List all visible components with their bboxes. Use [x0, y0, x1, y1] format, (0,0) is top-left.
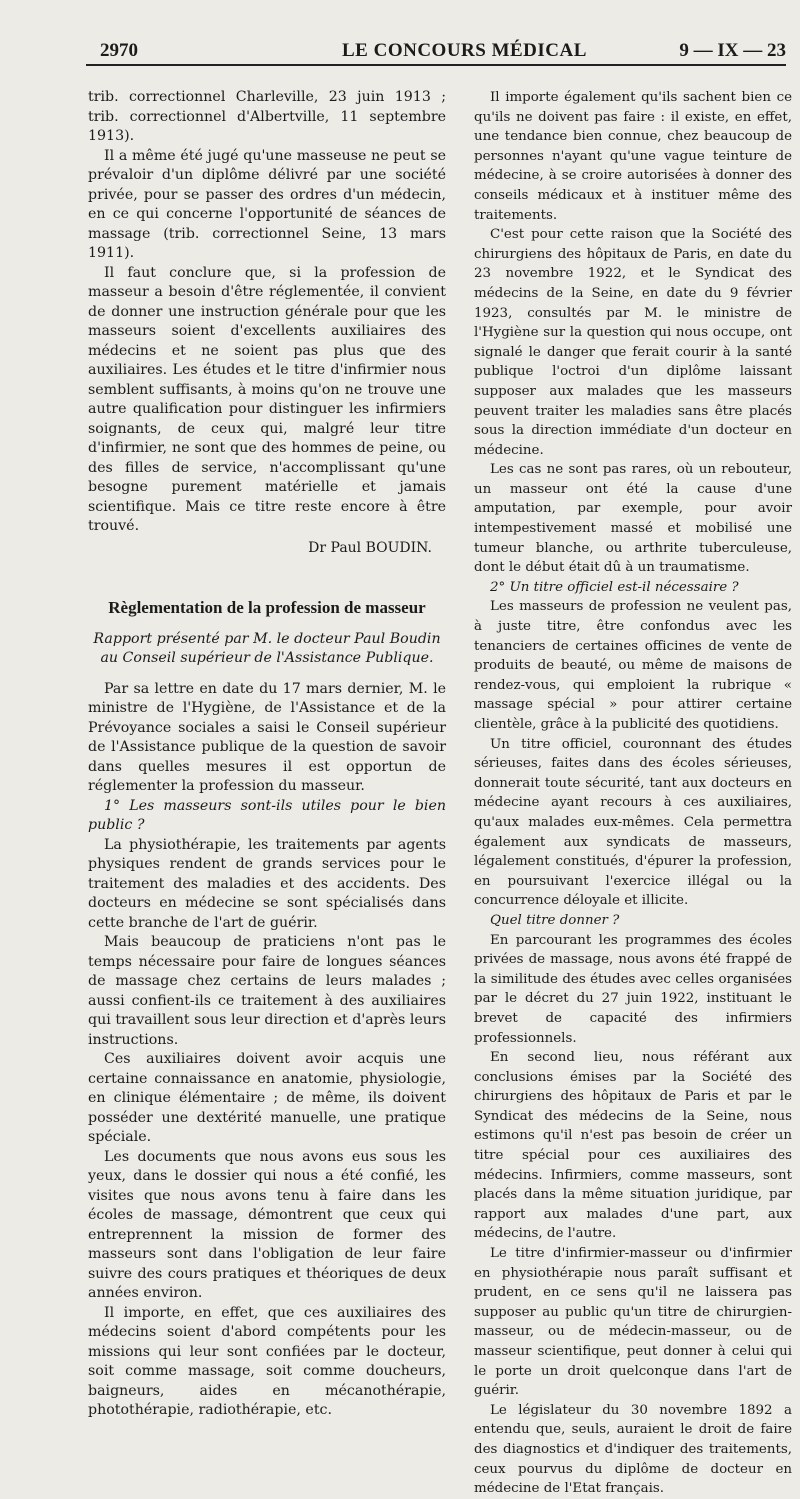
article-byline: Rapport présenté par M. le docteur Paul Boudin au Conseil supérieur de l'Assistance Publique. [93, 630, 441, 666]
journal-title: LE CONCOURS MÉDICAL [342, 40, 587, 61]
paragraph: Ces auxiliaires doivent avoir acquis une certaine connaissance en anatomie, physiologie, en clinique élémentaire ; de même, ils doivent posséder une dextérité manuelle, une pratique spéciale. [88, 1051, 446, 1145]
paragraph: Les masseurs de profession ne veulent pas, à juste titre, être confondus avec les tenanciers de certaines officines de vente de produits de beauté, ou même de maisons de rendez-vous, qui emploient la rubrique « massage spécial » pour attirer certaine clientèle, grâce à la publicité des quotidiens. [474, 599, 792, 732]
section-question: 1° Les masseurs sont-ils utiles pour le bien public ? [88, 797, 446, 833]
author-signature: Dr Paul BOUDIN. [308, 539, 432, 556]
paragraph: Les cas ne sont pas rares, où un rebouteur, un masseur ont été la cause d'une amputation, par exemple, pour avoir intempestivement massé et mobilisé une tumeur blanche, ou arthrite tuberculeuse, dont le début était dû à un traumatisme. [474, 462, 792, 576]
paragraph: Il faut conclure que, si la profession de masseur a besoin d'être réglementée, il convient de donner une instruction générale pour que les masseurs soient d'excellents auxiliaires des médecins et ne soient pas plus que des auxiliaires. Les études et le titre d'infirmier nous semblent suffisants, à moins qu'on ne trouve une autre qualification pour distinguer les infirmiers soignants, de ceux qui, malgré leur titre d'infirmier, ne sont que des hommes de peine, ou des filles de service, n'accomplissant qu'une besogne purement matérielle et jamais scientifique. Mais ce titre reste encore à être trouvé. [88, 264, 446, 534]
paragraph: Le titre d'infirmier-masseur ou d'infirmier en physiothérapie nous paraît suffisant et prudent, en ce sens qu'il ne laissera pas supposer au public qu'un titre de chirurgien-masseur, ou de médecin-masseur, ou de masseur scientifique, peut donner à celui qui le porte un droit quelconque dans l'art de guérir. [474, 1246, 792, 1399]
paragraph: trib. correctionnel Charleville, 23 juin 1913 ; trib. correctionnel d'Albertville, 11 septembre 1913). [88, 89, 446, 144]
page-number: 2970 [100, 40, 138, 61]
paragraph: Un titre officiel, couronnant des études sérieuses, faites dans des écoles sérieuses, donnerait toute sécurité, tant aux docteurs en médecine ayant recours à ces auxiliaires, qu'aux malades eux-mêmes. Cela permettra également aux syndicats de masseurs, légalement constitués, d'épurer la profession, en poursuivant l'exercice illégal ou la concurrence déloyale et illicite. [474, 736, 792, 909]
paragraph: En parcourant les programmes des écoles privées de massage, nous avons été frappé de la similitude des études avec celles organisées par le décret du 27 juin 1922, instituant le brevet de capacité des infirmiers professionnels. [474, 932, 792, 1046]
paragraph: La physiothérapie, les traitements par agents physiques rendent de grands services pour le traitement des maladies et des accidents. Des docteurs en médecine se sont spécialisés dans cette branche de l'art de guérir. [88, 836, 446, 931]
page-header [86, 38, 786, 66]
paragraph: Mais beaucoup de praticiens n'ont pas le temps nécessaire pour faire de longues séances de massage chez certains de leurs malades ; aussi confient-ils ce traitement à des auxiliaires qui travaillent sous leur direction et d'après leurs instructions. [88, 934, 446, 1048]
issue-date: 9 — IX — 23 [679, 40, 786, 61]
paragraph: C'est pour cette raison que la Société des chirurgiens des hôpitaux de Paris, en date du 23 novembre 1922, et le Syndicat des médecins de la Seine, en date du 9 février 1923, consultés par M. le ministre de l'Hygiène sur la question qui nous occupe, ont signalé le danger que ferait courir à la santé publique l'octroi d'un diplôme laissant supposer aux malades que les masseurs peuvent traiter les maladies sans être placés sous la direction immédiate d'un docteur en médecine. [474, 227, 792, 458]
paragraph: Les documents que nous avons eus sous les yeux, dans le dossier qui nous a été confié, les visites que nous avons tenu à faire dans les écoles de massage, démontrent que ceux qui entreprennent la mission de former des masseurs sont dans l'obligation de leur faire suivre des cours pratiques et théoriques de deux années environ. [88, 1148, 446, 1301]
paragraph: Par sa lettre en date du 17 mars dernier, M. le ministre de l'Hygiène, de l'Assistance et de la Prévoyance sociales a saisi le Conseil supérieur de l'Assistance publique de la question de savoir dans quelles mesures il est opportun de réglementer la profession du masseur. [88, 680, 446, 794]
paragraph: Il a même été jugé qu'une masseuse ne peut se prévaloir d'un diplôme délivré par une société privée, pour se passer des ordres d'un médecin, en ce qui concerne l'opportunité de séances de massage (trib. correctionnel Seine, 13 mars 1911). [88, 147, 446, 261]
paragraph: Il importe également qu'ils sachent bien ce qu'ils ne doivent pas faire : il existe, en effet, une tendance bien connue, chez beaucoup de personnes n'ayant qu'une vague teinture de médecine, à se croire autorisées à donner des conseils médicaux et à instituer même des traitements. [474, 90, 792, 223]
paragraph: En second lieu, nous référant aux conclusions émises par la Société des chirurgiens des hôpitaux de Paris et par le Syndicat des médecins de la Seine, nous estimons qu'il n'est pas besoin de créer un titre spécial pour ces auxiliaires des médecins. Infirmiers, comme masseurs, sont placés dans la même situation juridique, par rapport aux malades d'une part, aux médecins, de l'autre. [474, 1050, 792, 1242]
section-question: 2° Un titre officiel est-il nécessaire ? [490, 579, 739, 595]
paragraph: Le législateur du 30 novembre 1892 a entendu que, seuls, auraient le droit de faire des diagnostics et d'indiquer des traitements, ceux pourvus du diplôme de docteur en médecine de l'Etat français. [474, 1402, 792, 1497]
article-title: Règlementation de la profession de masseur [108, 598, 426, 617]
section-question: Quel titre donner ? [490, 912, 620, 928]
left-column [88, 88, 446, 1421]
paragraph: Il importe, en effet, que ces auxiliaires des médecins soient d'abord compétents pour les missions qui leur sont confiées par le docteur, soit comme massage, soit comme doucheurs, baigneurs, aides en mécanothérapie, photothérapie, radiothérapie, etc. [88, 1304, 446, 1418]
right-column [474, 88, 792, 1499]
